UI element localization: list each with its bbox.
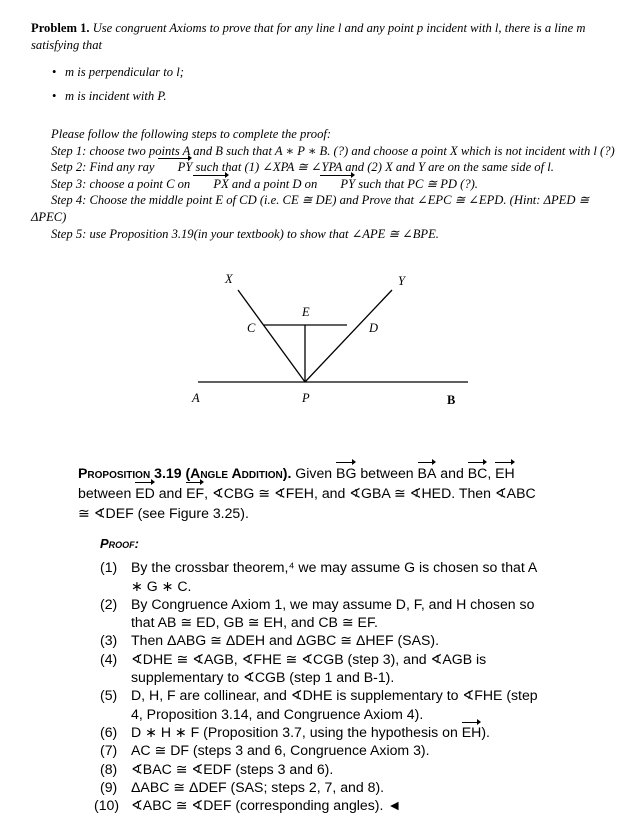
proof-step — [78, 558, 538, 595]
label-e: E — [302, 305, 310, 319]
step-number: (6) — [100, 723, 118, 740]
step-3-text-mid: and a point D on — [228, 176, 321, 191]
step-number: (10) — [94, 797, 120, 814]
problem-statement — [31, 20, 623, 108]
step-3 — [31, 176, 623, 193]
requirements-list — [31, 60, 623, 108]
prop-text: between — [356, 465, 418, 481]
label-d: D — [369, 321, 379, 335]
step-text: ∢DHE ≅ ∢AGB, ∢FHE ≅ ∢CGB (step 3), and ∢AGB is supplementary to ∢CGB (step 1 and B-1). — [131, 650, 487, 686]
prop-text: between — [78, 485, 136, 501]
ray-bg: BG — [336, 465, 357, 481]
step-3-text-end: such that PC ≅ PD (?). — [355, 176, 478, 191]
step-number: (3) — [100, 632, 118, 649]
step-5: Step 5: use Proposition 3.19(in your textbook) to show that ∠APE ≅ ∠BPE. — [51, 226, 439, 241]
step-number: (8) — [100, 760, 118, 777]
prop-text: Given — [291, 465, 337, 481]
step-text: ∢ABC ≅ ∢DEF (corresponding angles). ◄ — [131, 797, 402, 814]
problem-text: Use congruent Axioms to prove that for any line l and any point p incident with l, there is a line m satisfying that — [31, 21, 586, 52]
proposition-text — [78, 463, 538, 523]
proof-list — [78, 558, 538, 814]
proof-step — [78, 778, 538, 796]
proof-step — [78, 741, 538, 759]
problem-label: Problem 1. — [31, 21, 90, 35]
step-text: By the crossbar theorem,⁴ we may assume G is chosen so that A ∗ G ∗ C. — [131, 559, 537, 594]
ray-bc: BC — [467, 465, 488, 481]
label-c: C — [247, 321, 256, 335]
step-3-text: Step 3: choose a point C on — [51, 176, 194, 191]
step-text: Then ΔABG ≅ ΔDEH and ΔGBC ≅ ΔHEF (SAS). — [131, 632, 439, 649]
proposition-heading: Proposition 3.19 (Angle Addition). — [78, 465, 292, 481]
step-number: (2) — [100, 595, 118, 612]
geometry-figure — [180, 268, 480, 418]
label-b: B — [447, 393, 456, 407]
step-2-text-end: such that (1) ∠XPA ≅ ∠YPA and (2) X and Y are on the same side of l. — [192, 160, 554, 175]
ray-ba: BA — [417, 465, 437, 481]
prop-text: , — [487, 465, 496, 481]
proof-step — [78, 631, 538, 649]
proof-step — [78, 723, 538, 741]
proof-step — [78, 796, 538, 814]
proof-block — [78, 535, 538, 814]
ray-py: PY — [320, 176, 355, 193]
prop-text: , ∢CBG ≅ ∢FEH, and ∢GBA ≅ ∢HED. Then ∢ABC ≅ ∢DEF (see Figure 3.25). — [78, 485, 536, 521]
step-4: Step 4: Choose the middle point E of CD (i.e. CE ≅ DE) and Prove that ∠EPC ≅ ∠EPD. (Hint: ΔPED ≅ ΔPEC) — [31, 193, 590, 224]
label-x: X — [225, 272, 233, 286]
proof-steps — [31, 126, 623, 242]
step-number: (1) — [100, 559, 118, 576]
steps-intro: Please follow the following steps to complete the proof: — [51, 127, 332, 141]
step-number: (7) — [100, 742, 118, 759]
label-y: Y — [398, 274, 405, 288]
step-number: (9) — [100, 778, 118, 795]
ray-px-line — [238, 290, 305, 382]
ray-eh: EH — [461, 723, 482, 740]
step-text: AC ≅ DF (steps 3 and 6, Congruence Axiom 3). — [131, 742, 430, 759]
proof-step — [78, 650, 538, 687]
step-text-end: ). — [481, 723, 490, 740]
ray-py-line — [305, 290, 392, 382]
step-text: ∢BAC ≅ ∢EDF (steps 3 and 6). — [131, 760, 334, 777]
ray-eh: EH — [495, 465, 515, 481]
step-text: ΔABC ≅ ΔDEF (SAS; steps 2, 7, and 8). — [131, 778, 385, 795]
step-text: By Congruence Axiom 1, we may assume D, F, and H chosen so that AB ≅ ED, GB ≅ EH, and CB ≅ EF. — [131, 595, 535, 631]
ray-ed: ED — [135, 485, 155, 501]
list-item: • m is perpendicular to l; — [52, 60, 623, 84]
list-item: • m is incident with P. — [52, 84, 623, 108]
prop-text: and — [154, 485, 187, 501]
step-1: Step 1: choose two points A and B such that A ∗ P ∗ B. (?) and choose a point X which is not incident with l (?) — [51, 143, 615, 158]
ray-ef: EF — [186, 485, 205, 501]
label-a: A — [192, 391, 200, 405]
step-2-text: Setp 2: Find any ray — [51, 160, 158, 175]
ray-px: PX — [193, 176, 228, 193]
label-p: P — [302, 391, 310, 405]
proof-heading: Proof: — [100, 536, 139, 551]
step-number: (4) — [100, 650, 118, 667]
proof-step — [78, 686, 538, 723]
step-number: (5) — [100, 687, 118, 704]
proof-step — [78, 760, 538, 778]
ray-py: PY — [158, 159, 193, 176]
prop-text: and — [436, 465, 468, 481]
proof-step — [78, 595, 538, 632]
step-2 — [31, 159, 623, 176]
step-text: D ∗ H ∗ F (Proposition 3.7, using the hypothesis on — [131, 723, 462, 740]
step-text: D, H, F are collinear, and ∢DHE is supplementary to ∢FHE (step 4, Proposition 3.14, and Congruence Axiom 4). — [131, 687, 538, 722]
